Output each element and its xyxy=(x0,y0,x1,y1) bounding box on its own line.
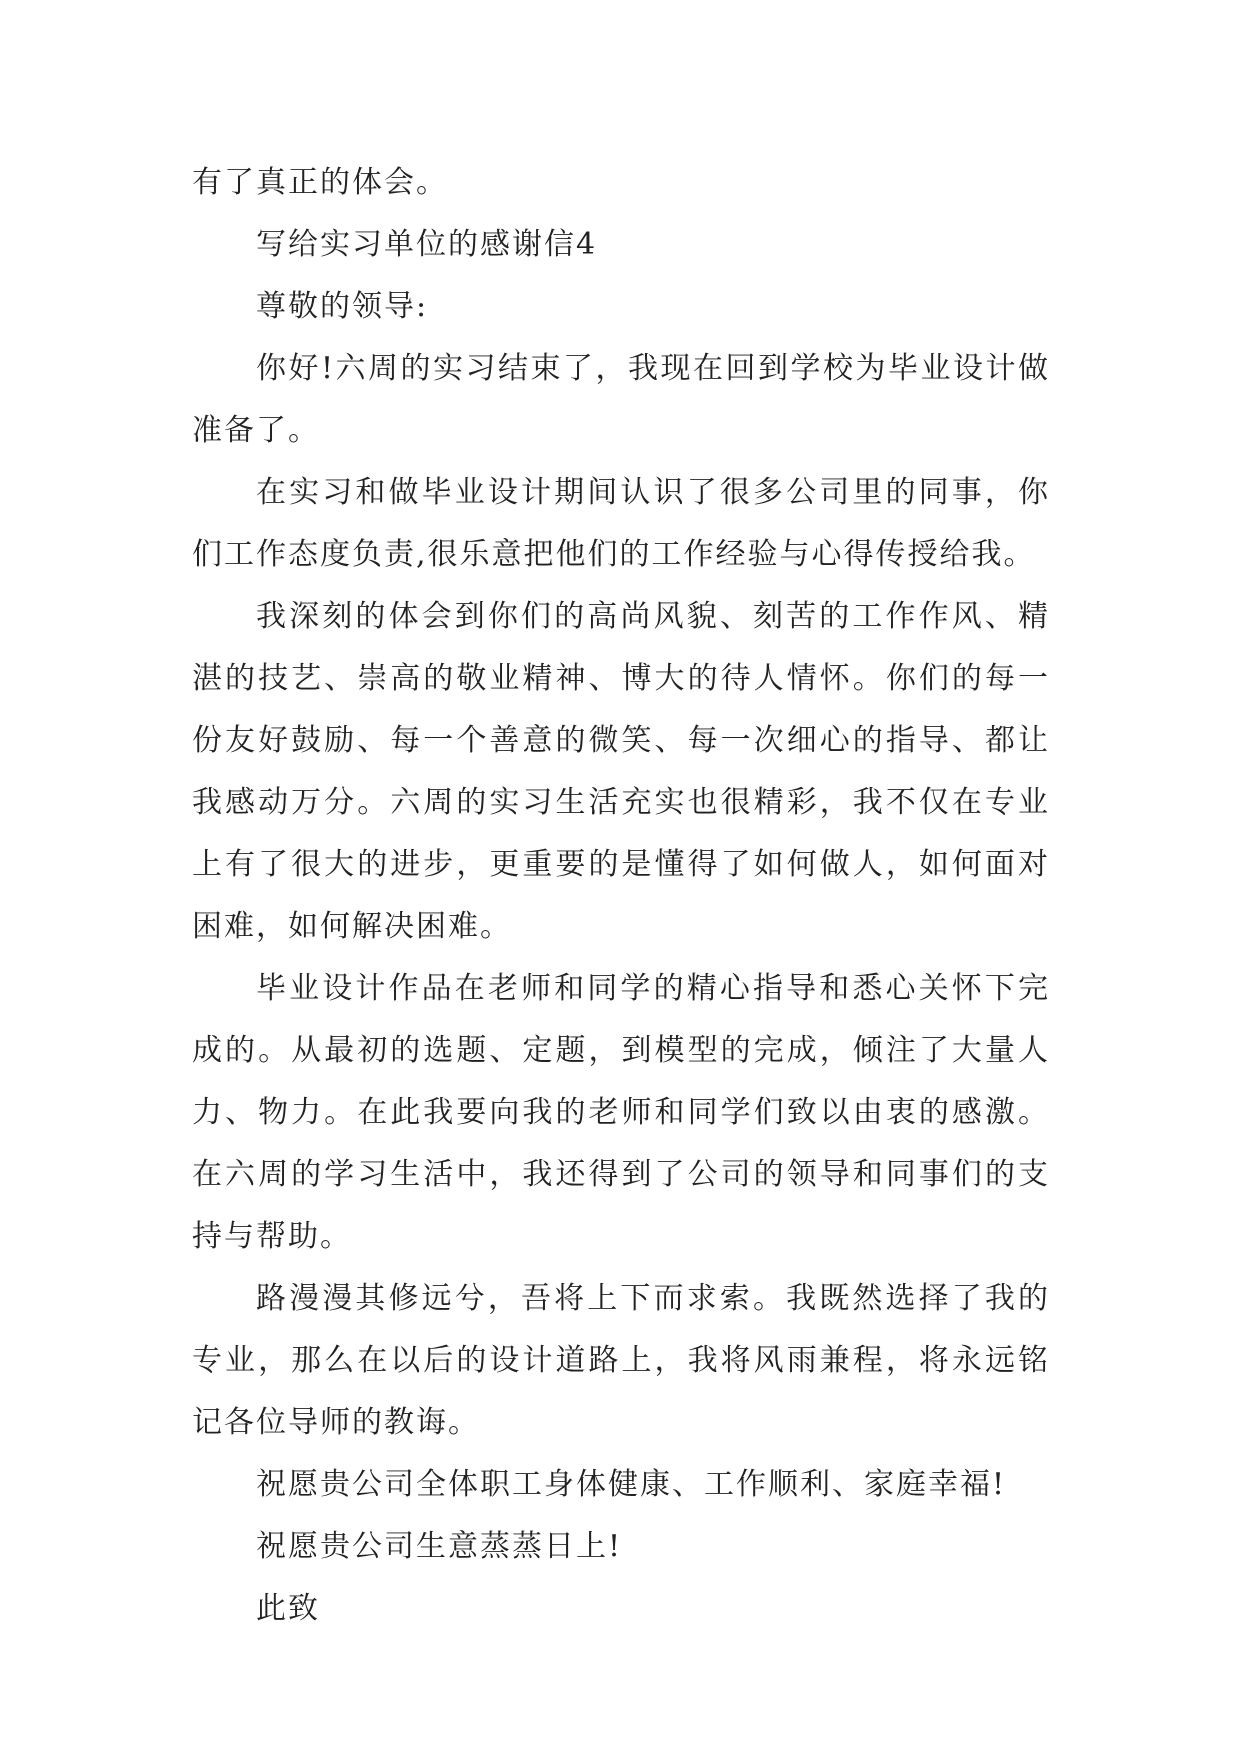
letter-body xyxy=(192,152,1050,1640)
paragraph-continuation: 有了真正的体会。 xyxy=(192,165,448,200)
paragraph-greeting: 你好!六周的实习结束了，我现在回到学校为毕业设计做准备了。 xyxy=(192,351,1050,448)
paragraph-graduation-design: 毕业设计作品在老师和同学的精心指导和悉心关怀下完成的。从最初的选题、定题，到模型的完成，倾注了大量人力、物力。在此我要向我的老师和同学们致以由衷的感激。在六周的学习生活中，我还得到了公司的领导和同事们的支持与帮助。 xyxy=(192,971,1050,1254)
paragraph-experience: 我深刻的体会到你们的高尚风貌、刻苦的工作作风、精湛的技艺、崇高的敬业精神、博大的待人情怀。你们的每一份友好鼓励、每一个善意的微笑、每一次细心的指导、都让我感动万分。六周的实习生活充实也很精彩，我不仅在专业上有了很大的进步，更重要的是懂得了如何做人，如何面对困难，如何解决困难。 xyxy=(192,599,1050,944)
paragraph-future: 路漫漫其修远兮，吾将上下而求索。我既然选择了我的专业，那么在以后的设计道路上，我将风雨兼程，将永远铭记各位导师的教诲。 xyxy=(192,1281,1050,1440)
salutation: 尊敬的领导: xyxy=(256,289,429,324)
paragraph-wish-business: 祝愿贵公司生意蒸蒸日上! xyxy=(256,1529,623,1564)
paragraph-wish-staff: 祝愿贵公司全体职工身体健康、工作顺利、家庭幸福! xyxy=(256,1467,1007,1502)
closing: 此致 xyxy=(256,1591,320,1626)
paragraph-colleagues: 在实习和做毕业设计期间认识了很多公司里的同事，你们工作态度负责,很乐意把他们的工作经验与心得传授给我。 xyxy=(192,475,1050,572)
letter-heading: 写给实习单位的感谢信4 xyxy=(256,227,598,262)
